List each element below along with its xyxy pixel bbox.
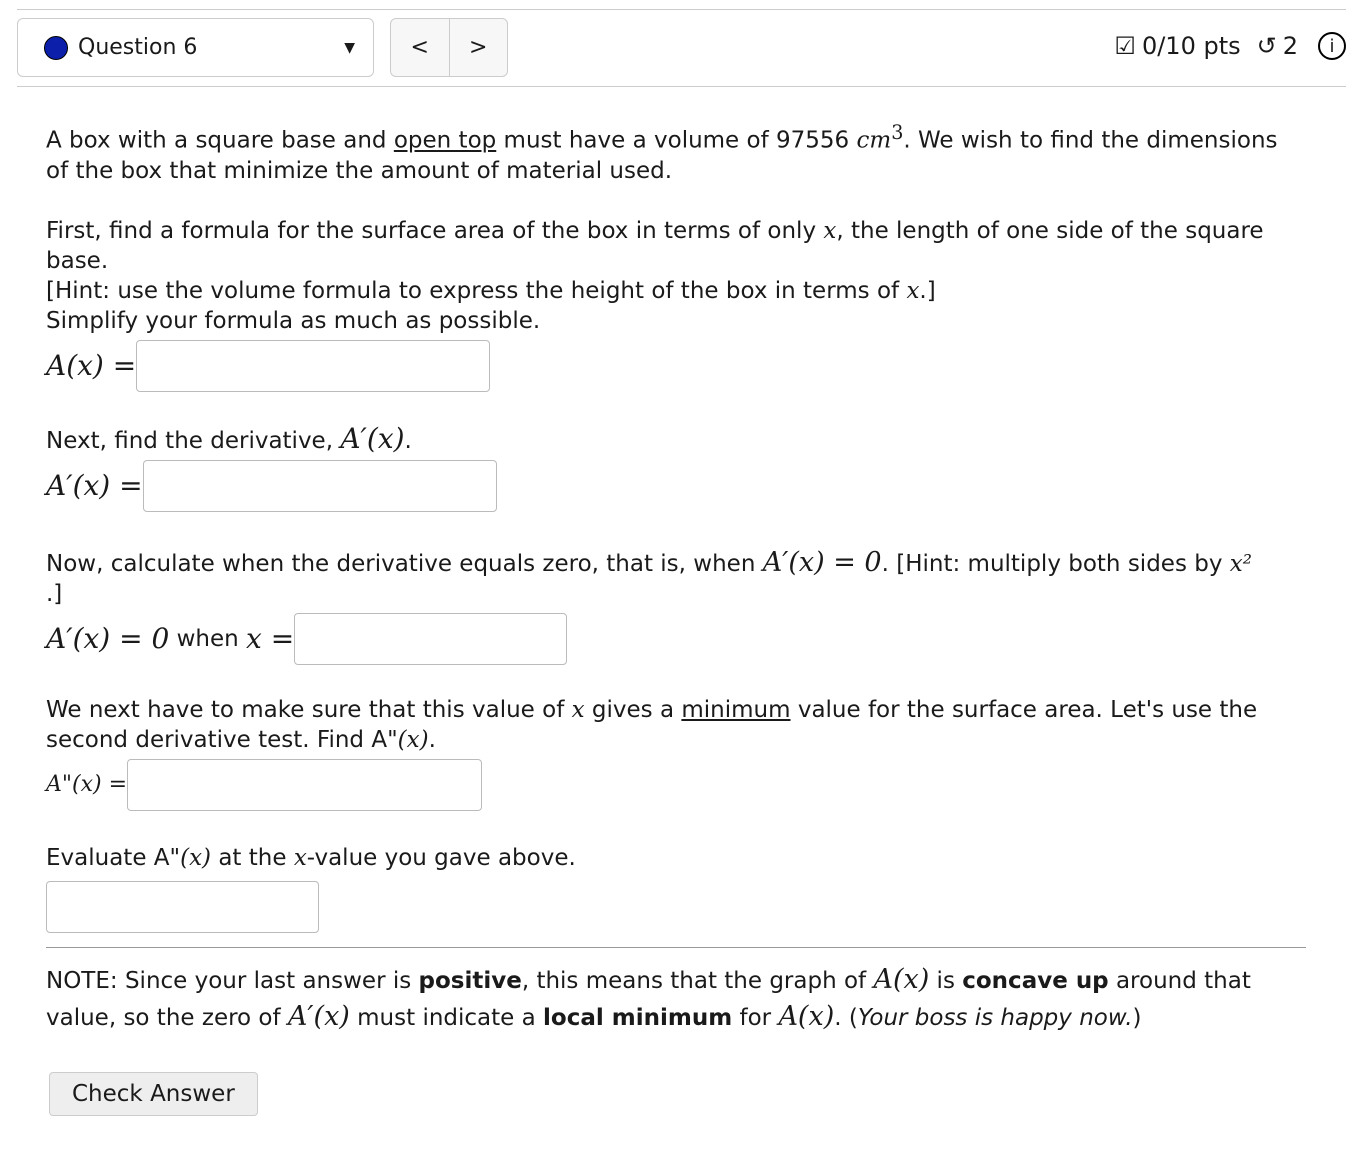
label: A(x) = — [46, 348, 137, 382]
retries-count: 2 — [1282, 32, 1298, 60]
label: when — [169, 625, 247, 652]
math: A′(x) = 0 — [762, 546, 882, 578]
label: A′(x) = 0 — [46, 621, 170, 655]
part-1-prompt — [46, 216, 1306, 336]
part-3-prompt — [46, 548, 1306, 609]
text: around that value, so the zero of — [46, 967, 1251, 1031]
answer-row-4 — [46, 759, 1306, 811]
text: value for the surface area. Let's use the second derivative test. Find A" — [46, 696, 1258, 753]
top-divider — [17, 9, 1346, 10]
evaluate-input[interactable] — [46, 881, 319, 933]
text: Now, calculate when the derivative equals zero, that is, when — [46, 550, 763, 577]
text: , the length of one side of the square base. — [46, 217, 1264, 274]
note — [46, 962, 1306, 1036]
part-4-prompt — [46, 695, 1306, 755]
text: . We wish to find the dimensions of the box that minimize the amount of material used. — [46, 127, 1278, 184]
critical-point-input[interactable] — [294, 613, 567, 665]
math: A(x) — [778, 1000, 835, 1032]
question-selector[interactable] — [17, 18, 374, 77]
label: A′(x) = — [46, 468, 143, 502]
math: x — [571, 696, 585, 723]
answer-row-2 — [46, 460, 1306, 512]
question-body — [46, 118, 1306, 1116]
text: Simplify your formula as much as possible. — [46, 307, 541, 334]
math: x — [906, 277, 920, 304]
math: (x) — [397, 726, 429, 753]
part-2-prompt — [46, 421, 1306, 456]
prev-question-button[interactable]: < — [391, 19, 450, 76]
text: is — [929, 967, 963, 994]
text: .] — [919, 277, 936, 304]
next-question-button[interactable]: > — [469, 35, 488, 60]
text: Your boss is happy now. — [857, 1004, 1133, 1031]
text: -value you gave above. — [306, 844, 576, 871]
hint: [Hint: use the volume formula to express the height of the box in terms of — [46, 277, 907, 304]
math: A′(x) — [340, 421, 405, 455]
label: A"(x) = — [46, 771, 128, 797]
part-5-prompt — [46, 843, 1306, 873]
dropdown-caret-icon: ▼ — [344, 39, 355, 56]
text: ) — [1132, 1004, 1142, 1031]
label: x = — [246, 621, 295, 655]
math: A(x) — [873, 963, 930, 995]
text: must have a volume of 97556 — [496, 127, 857, 154]
derivative-input[interactable] — [143, 460, 497, 512]
text: Evaluate A" — [46, 844, 181, 871]
score-area — [1114, 32, 1346, 60]
actions — [46, 1072, 1306, 1116]
check-answer-button[interactable]: Check Answer — [49, 1072, 258, 1116]
retry-icon: ↺ — [1256, 32, 1277, 60]
math: x — [823, 217, 837, 244]
text: . [Hint: multiply both sides by — [881, 550, 1230, 577]
text: , this means that the graph of — [521, 967, 874, 994]
info-icon[interactable]: i — [1318, 32, 1346, 60]
text: We next have to make sure that this value of — [46, 696, 572, 723]
text: local minimum — [543, 1004, 733, 1031]
text: .] — [46, 580, 63, 607]
text: NOTE: Since your last answer is — [46, 967, 419, 994]
problem-statement — [46, 118, 1306, 186]
unit: cm — [856, 127, 892, 154]
math: (x) — [180, 844, 212, 871]
second-derivative-input[interactable] — [127, 759, 482, 811]
math: x² — [1229, 550, 1252, 577]
status-dot-icon — [44, 36, 68, 60]
score-text: 0/10 pts — [1141, 32, 1241, 60]
text: . ( — [834, 1004, 858, 1031]
text: must indicate a — [349, 1004, 544, 1031]
answer-row-3 — [46, 613, 1306, 665]
divider — [46, 947, 1306, 948]
area-formula-input[interactable] — [136, 340, 490, 392]
header-divider — [17, 86, 1346, 87]
question-nav — [390, 18, 508, 77]
text: . — [404, 427, 412, 454]
text: First, find a formula for the surface area of the box in terms of only — [46, 217, 824, 244]
text: Next, find the derivative, — [46, 427, 341, 454]
checkbox-icon: ☑ — [1114, 32, 1136, 60]
text: . — [428, 726, 436, 753]
text: at the — [211, 844, 294, 871]
text: concave up — [962, 967, 1109, 994]
text: for — [732, 1004, 779, 1031]
text: A box with a square base and — [46, 127, 394, 154]
math: A′(x) — [287, 1000, 350, 1032]
text: positive — [418, 967, 522, 994]
text: gives a — [584, 696, 682, 723]
answer-row-5 — [46, 881, 1306, 933]
open-top-link[interactable]: open top — [393, 127, 497, 154]
question-label: Question 6 — [78, 35, 198, 60]
math: x — [293, 844, 307, 871]
exponent: 3 — [891, 121, 904, 144]
minimum-link[interactable]: minimum — [681, 696, 791, 723]
answer-row-1 — [46, 340, 1306, 392]
